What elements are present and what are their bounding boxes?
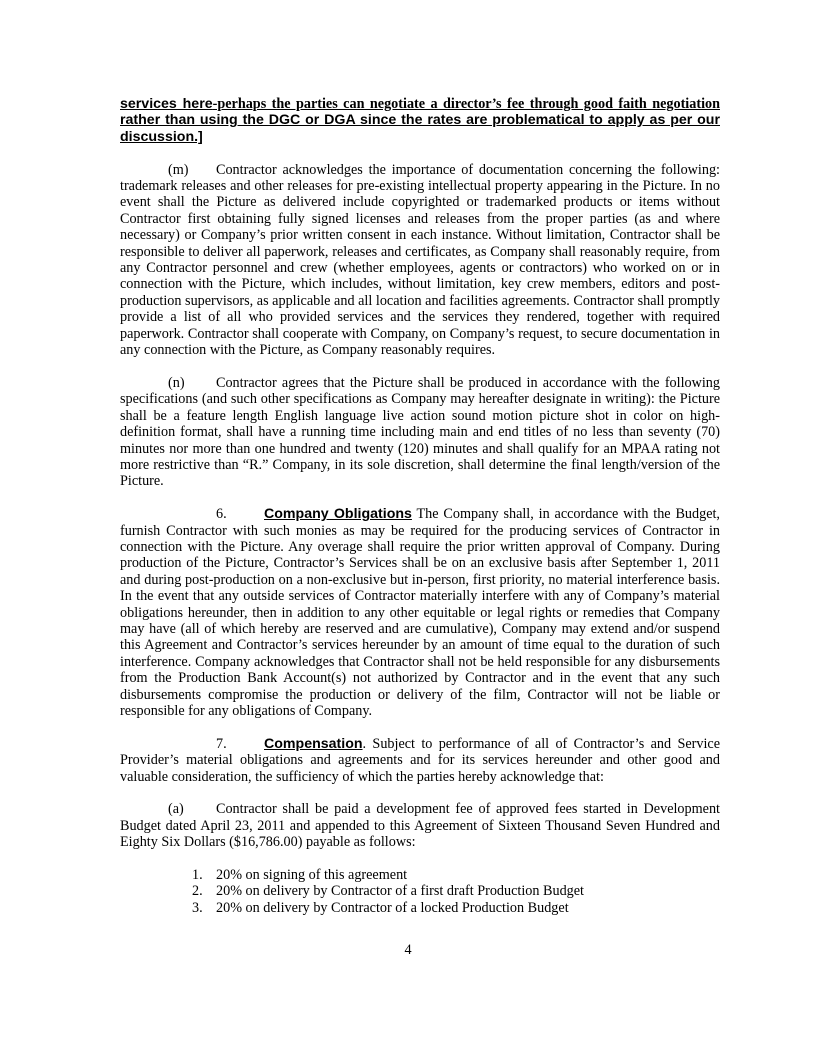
document-page	[120, 96, 720, 916]
list-item-number: 3.	[192, 899, 203, 916]
list-item-number: 2.	[192, 883, 203, 900]
section-7	[120, 736, 720, 785]
paragraph-m-text: Contractor acknowledges the importance of documentation concerning the following: trademark releases and other releases for pre-existing intellectual property appearing in the Picture. In no event shall the Picture as delivered include copyrighted or trademarked products or items without Contractor first obtaining fully signed licenses and releases from the proper parties (as and where necessary) or Company’s prior written consent in each instance. Without limitation, Contractor shall be responsible to deliver all paperwork, releases and certificates, as Company shall reasonably require, from any Contractor personnel and crew (whether employees, agents or contractors) who worked on or in connection with the Picture, which includes, without limitation, key crew members, editors and post-production supervisors, as applicable and all location and facilities agreements. Contractor shall promptly provide a list of all who provided services and the services they rendered, together with required paperwork. Contractor shall cooperate with Company, on Company’s request, to secure documentation in any connection with the Picture, as Company reasonably requires.	[120, 161, 720, 359]
section-6	[120, 506, 720, 719]
payment-schedule	[120, 867, 720, 916]
section-7-number: 7.	[216, 735, 227, 752]
paragraph-m	[120, 162, 720, 359]
page-number: 4	[404, 942, 412, 958]
list-item-text: 20% on signing of this agreement	[216, 867, 408, 883]
list-item	[120, 867, 720, 883]
section-7-text: . Subject to performance of all of Contractor’s and Service Provider’s material obligations and agreements and for its services hereunder and other good and valuable consideration, the sufficiency of which the parties hereby acknowledge that:	[120, 735, 720, 785]
list-item-text: 20% on delivery by Contractor of a first draft Production Budget	[216, 883, 585, 900]
list-item	[120, 900, 720, 916]
paragraph-a-label: (a)	[168, 801, 184, 818]
paragraph-m-label: (m)	[168, 161, 189, 178]
paragraph-a	[120, 801, 720, 850]
intro-part3: rather than using the DGC or DGA since the rates are problematical to apply as per our discussion.]	[120, 112, 720, 145]
paragraph-n-label: (n)	[168, 374, 185, 391]
intro-part1: services here	[120, 96, 213, 112]
intro-note	[120, 96, 720, 145]
paragraph-n-text: Contractor agrees that the Picture shall be produced in accordance with the following specifications (and such other specifications as Company may hereafter designate in writing): the Picture shall be a feature length English language live action sound motion picture shot in color on high-definition format, shall have a running time including main and end titles of no less than seventy (70) minutes nor more than one hundred and twenty (120) minutes and shall qualify for an MPAA rating not more restrictive than “R.” Company, in its sole discretion, shall determine the final length/version of the Picture.	[120, 374, 720, 490]
section-6-heading: Company Obligations	[264, 506, 412, 523]
list-item-text: 20% on delivery by Contractor of a locked Production Budget	[216, 899, 569, 916]
list-item	[120, 883, 720, 899]
paragraph-n	[120, 375, 720, 490]
section-6-number: 6.	[216, 506, 227, 523]
list-item-number: 1.	[192, 867, 203, 883]
paragraph-a-text: Contractor shall be paid a development fee of approved fees started in Development Budget dated April 23, 2011 and appended to this Agreement of Sixteen Thousand Seven Hundred and Eighty Six Dollars ($16,786.00) payable as follows:	[120, 801, 720, 851]
section-6-text: The Company shall, in accordance with the Budget, furnish Contractor with such monies as may be required for the producing services of Contractor in connection with the Picture. Any overage shall require the prior written approval of Company. During production of the Picture, Contractor’s Services shall be on an exclusive basis after September 1, 2011 and during post-production on a non-exclusive but in-person, first priority, no material interference basis. In the event that any outside services of Contractor materially interfere with any of Company’s material obligations hereunder, then in addition to any other equitable or legal rights or remedies that Company may have (all of which hereby are reserved and are cumulative), Company may extend and/or suspend this Agreement and Contractor’s services hereunder by an amount of time equal to the duration of such interference. Company acknowledges that Contractor shall not be held responsible for any disbursements from the Production Bank Account(s) not authorized by Contractor and in the event that any such disbursements compromise the production or delivery of the film, Contractor will not be liable or responsible for any obligations of Company.	[120, 506, 720, 719]
section-7-heading: Compensation	[264, 735, 363, 752]
intro-part2: -perhaps the parties can negotiate a director’s fee through good faith negotiation	[212, 96, 720, 112]
